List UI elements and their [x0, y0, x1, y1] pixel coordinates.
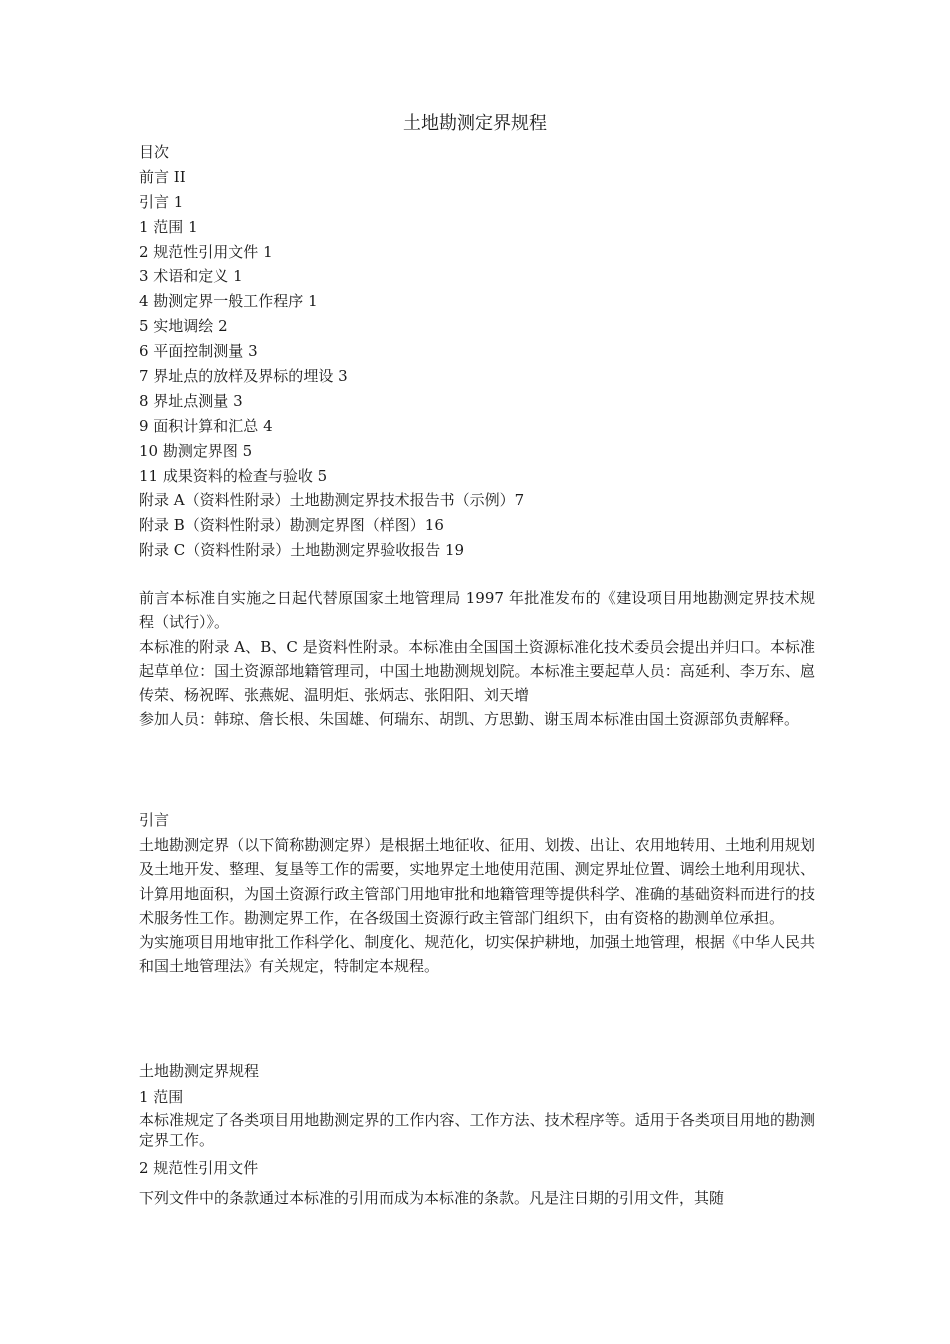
toc-item: 9 面积计算和汇总 4 — [139, 416, 273, 435]
toc-item: 2 规范性引用文件 1 — [139, 242, 273, 261]
foreword-paragraph: 参加人员：韩琼、詹长根、朱国雄、何瑞东、胡凯、方思勤、谢玉周本标准由国土资源部负责解释。 — [139, 710, 800, 729]
toc-item: 4 勘测定界一般工作程序 1 — [139, 292, 318, 311]
foreword-paragraph: 前言本标准自实施之日起代替原国家土地管理局 1997 年批准发布的《建设项目用地勘测定界技术规程（试行）》。 — [139, 589, 815, 632]
toc-item: 3 术语和定义 1 — [139, 267, 243, 286]
document-title: 土地勘测定界规程 — [403, 113, 547, 134]
section-heading: 2 规范性引用文件 — [139, 1159, 259, 1177]
table-of-contents — [139, 140, 815, 563]
toc-item: 附录 C（资料性附录）土地勘测定界验收报告 19 — [139, 541, 465, 560]
intro-heading: 引言 — [139, 811, 170, 829]
foreword-paragraph: 本标准的附录 A、B、C 是资料性附录。本标准由全国国土资源标准化技术委员会提出并归口。本标准起草单位：国土资源部地籍管理司，中国土地勘测规划院。本标准主要起草人员：高延利、李万东、扈传荣、杨祝晖、张燕妮、温明炬、张炳志、张阳阳、刘天增 — [139, 637, 815, 705]
toc-item: 附录 B（资料性附录）勘测定界图（样图）16 — [139, 516, 444, 535]
toc-item: 6 平面控制测量 3 — [139, 342, 258, 361]
toc-item: 7 界址点的放样及界标的埋设 3 — [139, 367, 348, 386]
section-heading: 1 范围 — [139, 1088, 184, 1106]
intro-section — [139, 833, 815, 979]
section-text: 本标准规定了各类项目用地勘测定界的工作内容、工作方法、技术程序等。适用于各类项目用地的勘测定界工作。 — [139, 1111, 815, 1149]
toc-item: 5 实地调绘 2 — [139, 317, 228, 336]
toc-item: 引言 1 — [139, 192, 184, 211]
toc-item: 1 范围 1 — [139, 217, 198, 236]
toc-item: 前言 II — [139, 167, 186, 186]
toc-item: 附录 A（资料性附录）土地勘测定界技术报告书（示例）7 — [139, 491, 525, 510]
foreword-section — [139, 586, 815, 732]
toc-heading: 目次 — [139, 143, 170, 161]
toc-item: 8 界址点测量 3 — [139, 391, 243, 410]
toc-item: 10 勘测定界图 5 — [139, 441, 253, 460]
body-heading: 土地勘测定界规程 — [139, 1062, 260, 1080]
toc-item: 11 成果资料的检查与验收 5 — [139, 466, 328, 485]
section-text: 下列文件中的条款通过本标准的引用而成为本标准的条款。凡是注日期的引用文件，其随 — [139, 1189, 725, 1207]
intro-paragraph: 土地勘测定界（以下简称勘测定界）是根据土地征收、征用、划拨、出让、农用地转用、土地利用规划及土地开发、整理、复垦等工作的需要，实地界定土地使用范围、测定界址位置、调绘土地利用现状、计算用地面积，为国土资源行政主管部门用地审批和地籍管理等提供科学、准确的基础资料而进行的技术服务性工作。勘测定界工作，在各级国土资源行政主管部门组织下，由有资格的勘测单位承担。 — [139, 836, 815, 927]
intro-paragraph: 为实施项目用地审批工作科学化、制度化、规范化，切实保护耕地，加强土地管理，根据《中华人民共和国土地管理法》有关规定，特制定本规程。 — [139, 933, 815, 976]
